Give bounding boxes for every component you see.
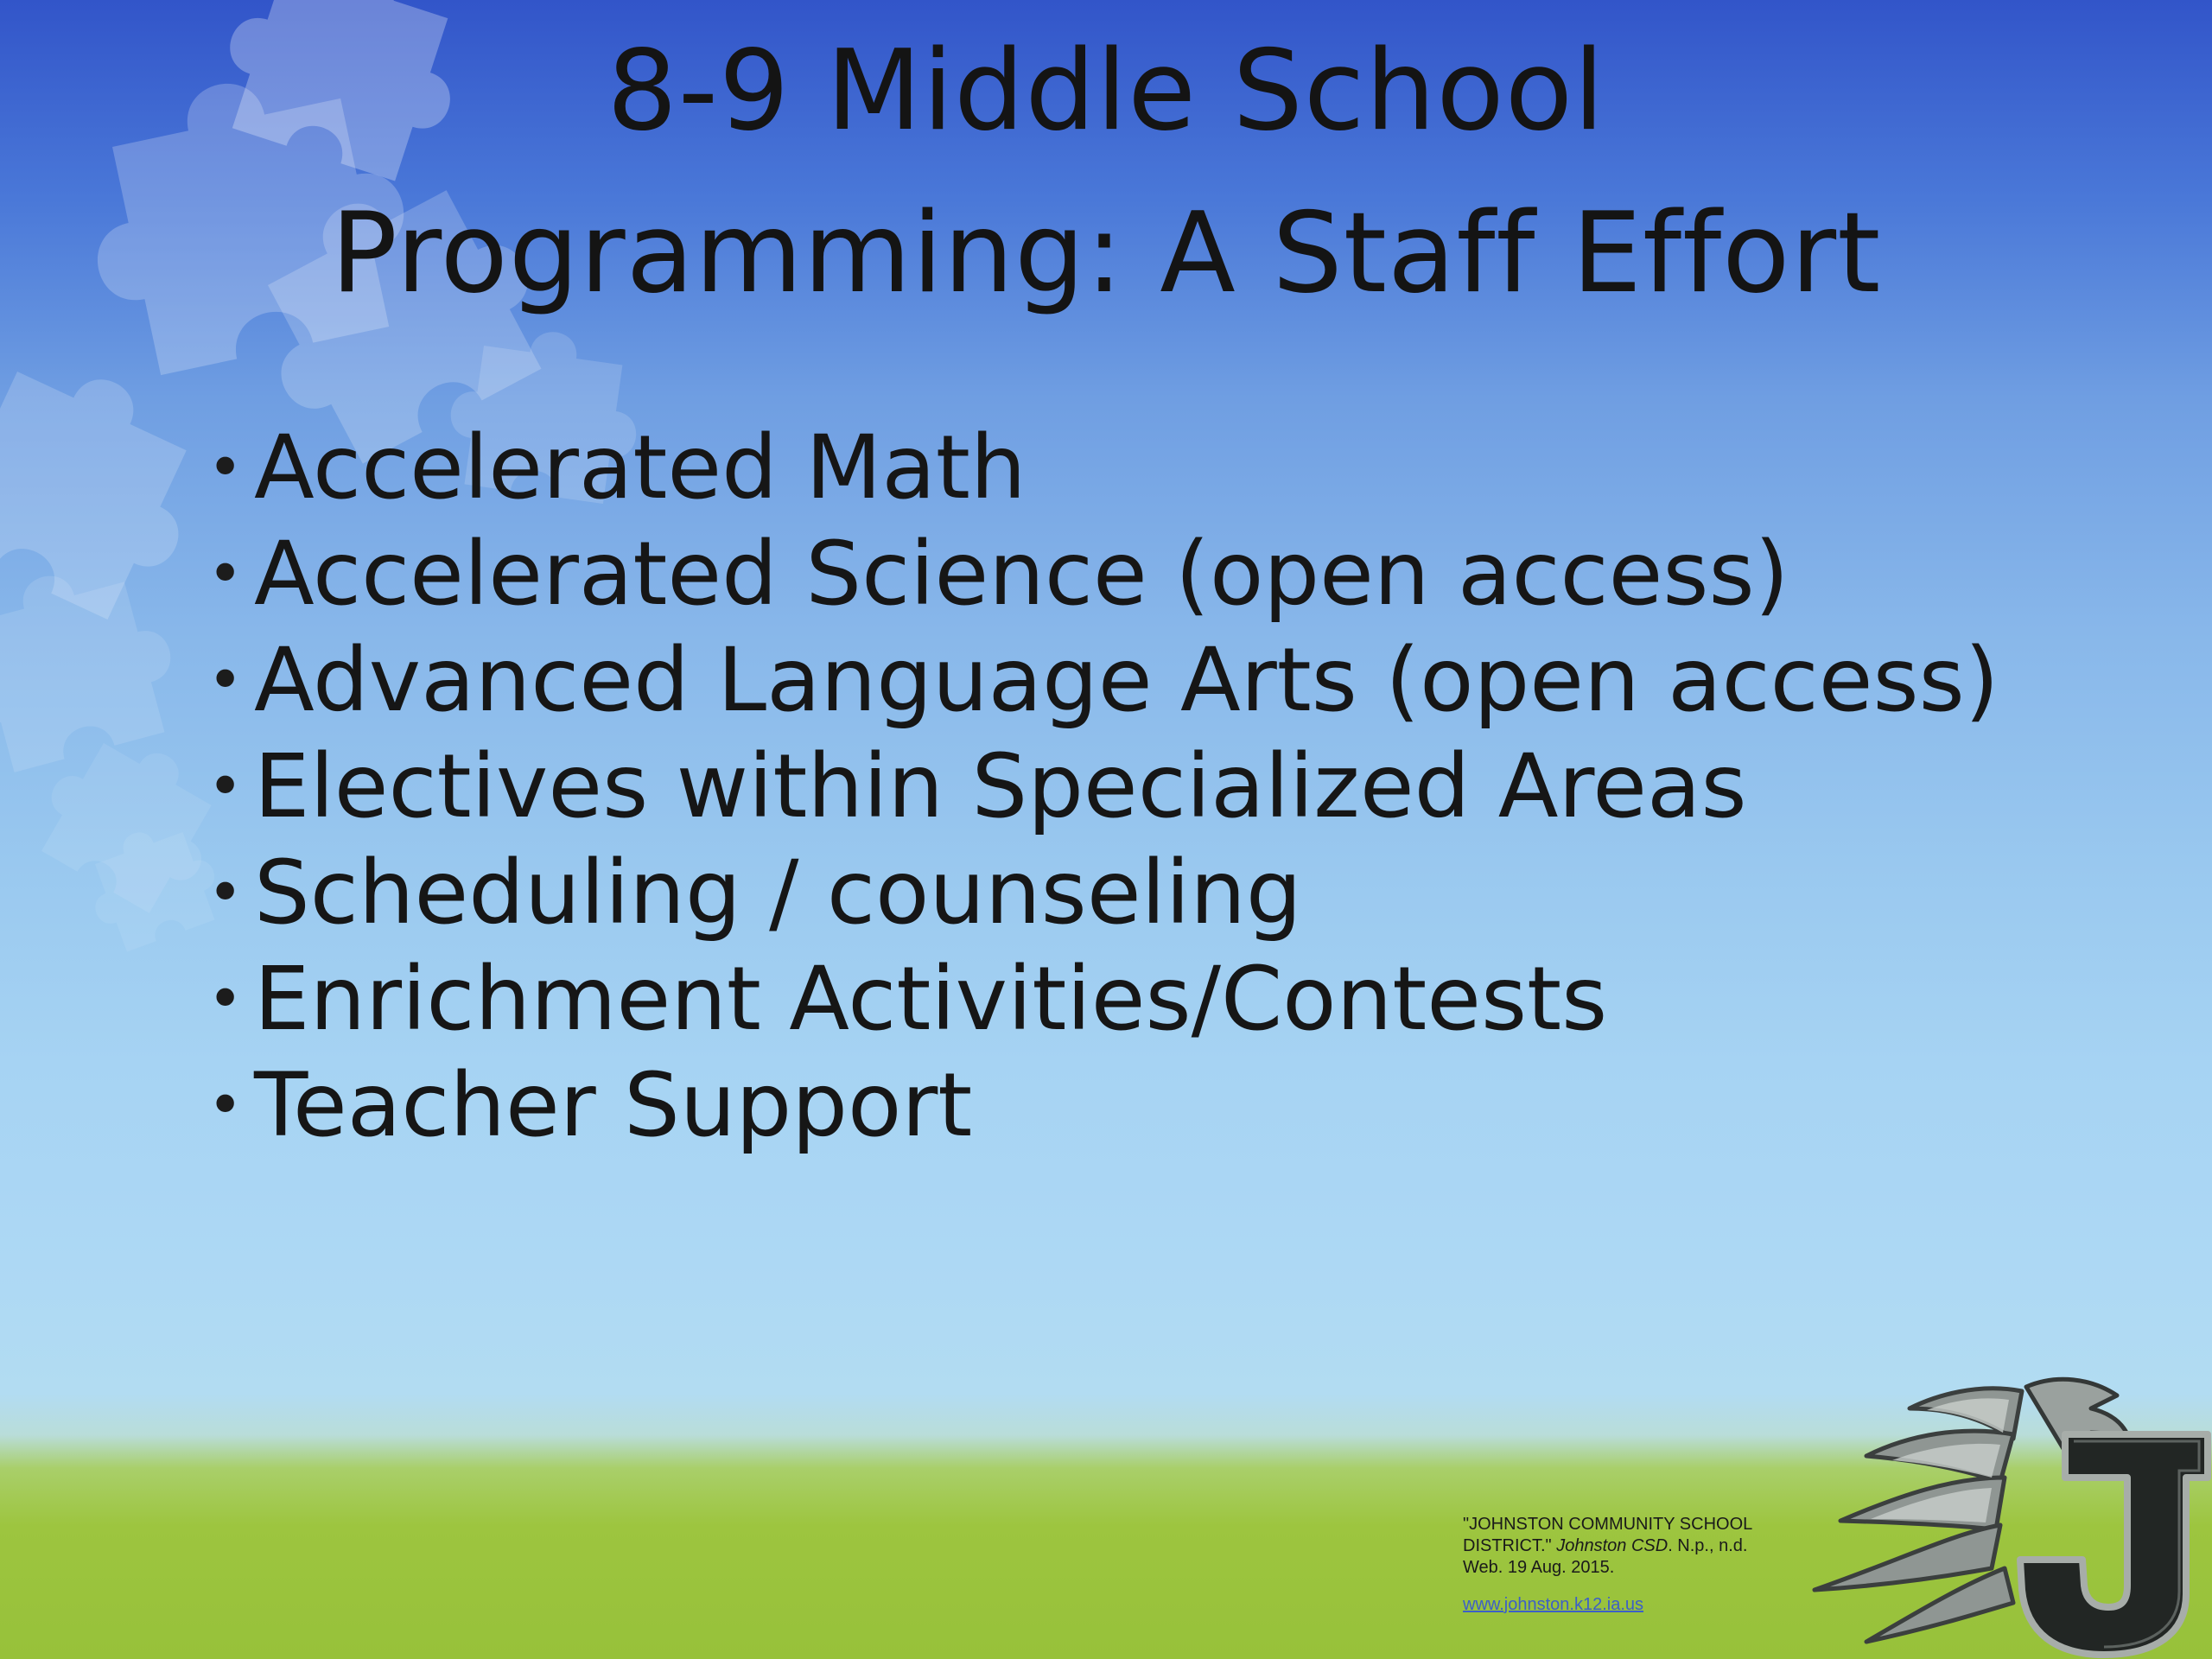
citation-line-2-pre: DISTRICT." bbox=[1463, 1536, 1557, 1555]
bullet-text: Accelerated Science (open access) bbox=[254, 523, 1789, 626]
citation-source-name: Johnston CSD bbox=[1556, 1536, 1669, 1555]
bullet-text: Accelerated Math bbox=[254, 416, 1027, 519]
bullet-dot: • bbox=[207, 645, 244, 715]
bullet-text: Electives within Specialized Areas bbox=[254, 735, 1747, 838]
bullet-item bbox=[207, 415, 1999, 521]
bullet-item bbox=[207, 946, 1999, 1052]
citation-line-1: "JOHNSTON COMMUNITY SCHOOL bbox=[1463, 1515, 1753, 1534]
bullet-text: Scheduling / counseling bbox=[254, 842, 1302, 944]
bullet-text: Advanced Language Arts (open access) bbox=[254, 629, 1999, 732]
citation bbox=[1463, 1514, 1808, 1616]
bullet-dot: • bbox=[207, 432, 244, 503]
bullet-list bbox=[207, 415, 1999, 1159]
bullet-dot: • bbox=[207, 963, 244, 1034]
johnston-j-dragon-logo-icon bbox=[1806, 1374, 2212, 1659]
citation-line-2 bbox=[1463, 1535, 1808, 1557]
bullet-dot: • bbox=[207, 857, 244, 928]
bullet-item bbox=[207, 734, 1999, 840]
bullet-dot: • bbox=[207, 538, 244, 609]
slide-title bbox=[0, 10, 2212, 335]
bullet-item bbox=[207, 521, 1999, 627]
bullet-item bbox=[207, 1052, 1999, 1159]
bullet-item bbox=[207, 627, 1999, 734]
citation-line-2-post: . N.p., n.d. bbox=[1668, 1536, 1748, 1555]
bullet-item bbox=[207, 840, 1999, 946]
slide-title-line-2: Programming: A Staff Effort bbox=[330, 189, 1882, 318]
citation-line-3: Web. 19 Aug. 2015. bbox=[1463, 1558, 1615, 1577]
bullet-dot: • bbox=[207, 751, 244, 822]
bullet-dot: • bbox=[207, 1070, 244, 1141]
citation-link[interactable]: www.johnston.k12.ia.us bbox=[1463, 1595, 1644, 1614]
slide-title-line-1: 8-9 Middle School bbox=[607, 27, 1605, 156]
bullet-text: Enrichment Activities/Contests bbox=[254, 948, 1608, 1051]
bullet-text: Teacher Support bbox=[254, 1054, 973, 1157]
